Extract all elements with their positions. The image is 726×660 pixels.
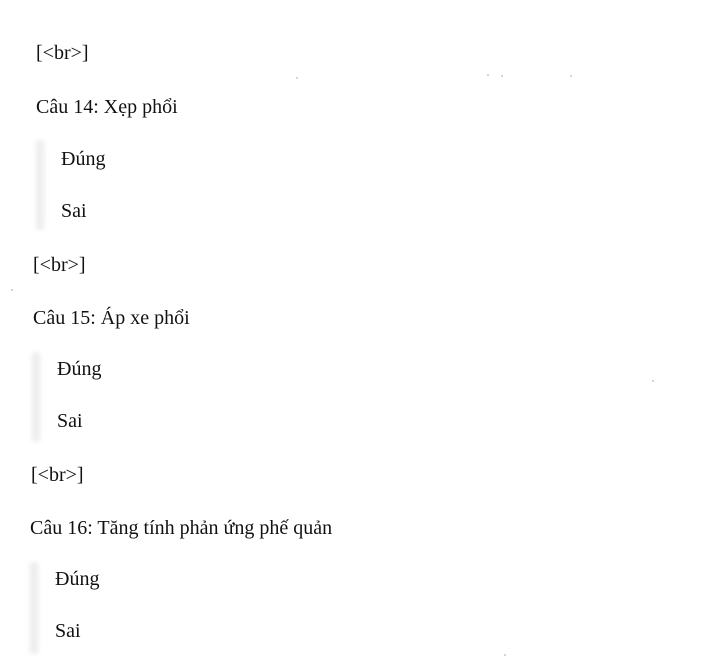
scan-speck (487, 74, 489, 76)
separator-3: [<br>] (31, 464, 84, 486)
scan-speck (570, 75, 572, 77)
scan-speck (11, 289, 13, 291)
scan-shadow (27, 562, 41, 654)
scan-speck (504, 654, 506, 656)
scan-shadow (33, 140, 47, 230)
question-15-option-false: Sai (57, 410, 83, 432)
question-16-option-false: Sai (55, 620, 81, 642)
separator-1: [<br>] (36, 42, 89, 64)
scan-speck (296, 77, 298, 79)
question-16-label: Câu 16: Tăng tính phản ứng phế quản (30, 517, 333, 539)
scan-speck (501, 75, 503, 77)
scan-shadow (29, 352, 43, 442)
question-16-option-true: Đúng (55, 568, 100, 590)
scan-speck (652, 380, 654, 382)
question-14-option-false: Sai (61, 200, 87, 222)
question-15-label: Câu 15: Áp xe phổi (33, 307, 190, 329)
separator-2: [<br>] (33, 254, 86, 276)
question-14-label: Câu 14: Xẹp phổi (36, 96, 178, 118)
question-15-option-true: Đúng (57, 358, 102, 380)
question-14-option-true: Đúng (61, 148, 106, 170)
